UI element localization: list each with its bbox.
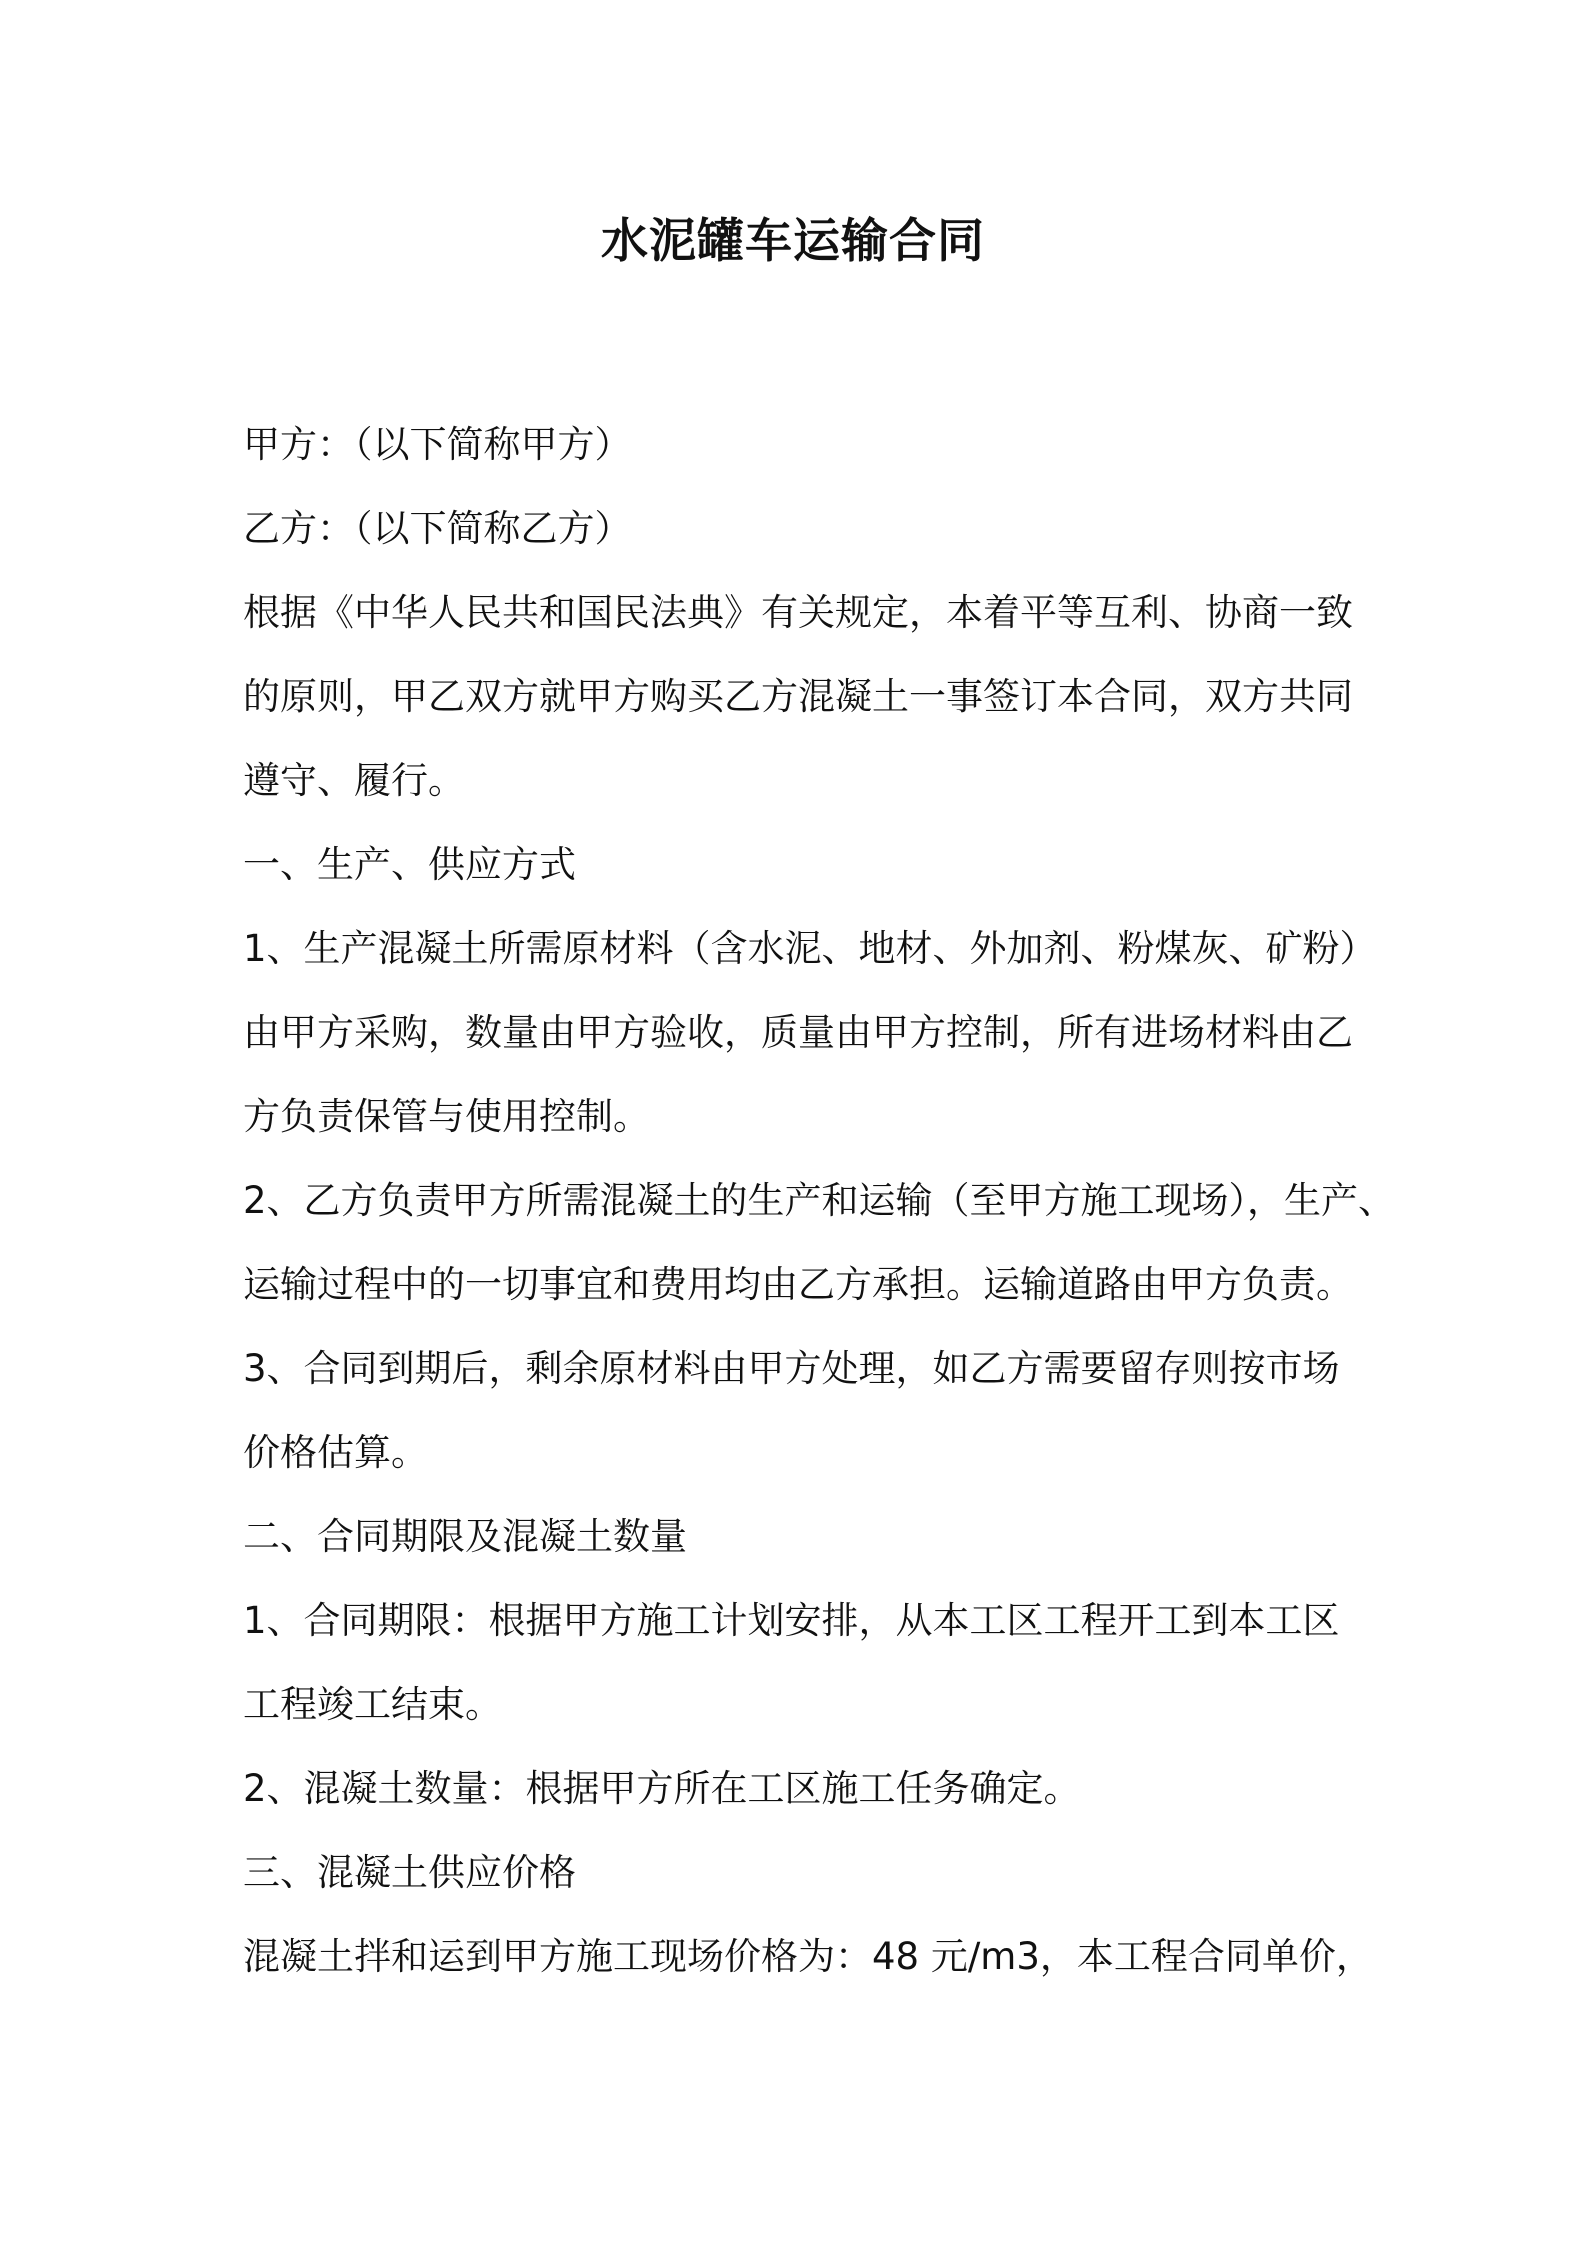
party-b-line: 乙方：（以下简称乙方） [243, 507, 632, 550]
clause-line: 混凝土拌和运到甲方施工现场价格为：48 元/m3，本工程合同单价， [243, 1935, 1373, 1978]
clause-line: 3、合同到期后，剩余原材料由甲方处理，如乙方需要留存则按市场 [243, 1347, 1340, 1390]
clause-line: 1、合同期限：根据甲方施工计划安排，从本工区工程开工到本工区 [243, 1599, 1340, 1642]
preamble-line: 的原则，甲乙双方就甲方购买乙方混凝土一事签订本合同，双方共同 [243, 675, 1353, 718]
preamble-line: 遵守、履行。 [243, 759, 465, 802]
section-heading: 三、混凝土供应价格 [243, 1851, 576, 1894]
clause-line: 工程竣工结束。 [243, 1683, 502, 1726]
clause-line: 运输过程中的一切事宜和费用均由乙方承担。运输道路由甲方负责。 [243, 1263, 1353, 1306]
preamble-line: 根据《中华人民共和国民法典》有关规定，本着平等互利、协商一致 [243, 591, 1353, 634]
clause-line: 2、乙方负责甲方所需混凝土的生产和运输（至甲方施工现场），生产、 [243, 1179, 1396, 1222]
document-body [243, 403, 1396, 1999]
document-title: 水泥罐车运输合同 [601, 214, 985, 269]
party-a-line: 甲方：（以下简称甲方） [243, 423, 632, 466]
clause-line: 方负责保管与使用控制。 [243, 1095, 650, 1138]
clause-line: 价格估算。 [243, 1431, 428, 1474]
clause-line: 由甲方采购，数量由甲方验收，质量由甲方控制，所有进场材料由乙 [243, 1011, 1353, 1054]
section-heading: 一、生产、供应方式 [243, 843, 576, 886]
clause-line: 1、生产混凝土所需原材料（含水泥、地材、外加剂、粉煤灰、矿粉） [243, 927, 1377, 970]
clause-line: 2、混凝土数量：根据甲方所在工区施工任务确定。 [243, 1767, 1081, 1810]
section-heading: 二、合同期限及混凝土数量 [243, 1515, 687, 1558]
